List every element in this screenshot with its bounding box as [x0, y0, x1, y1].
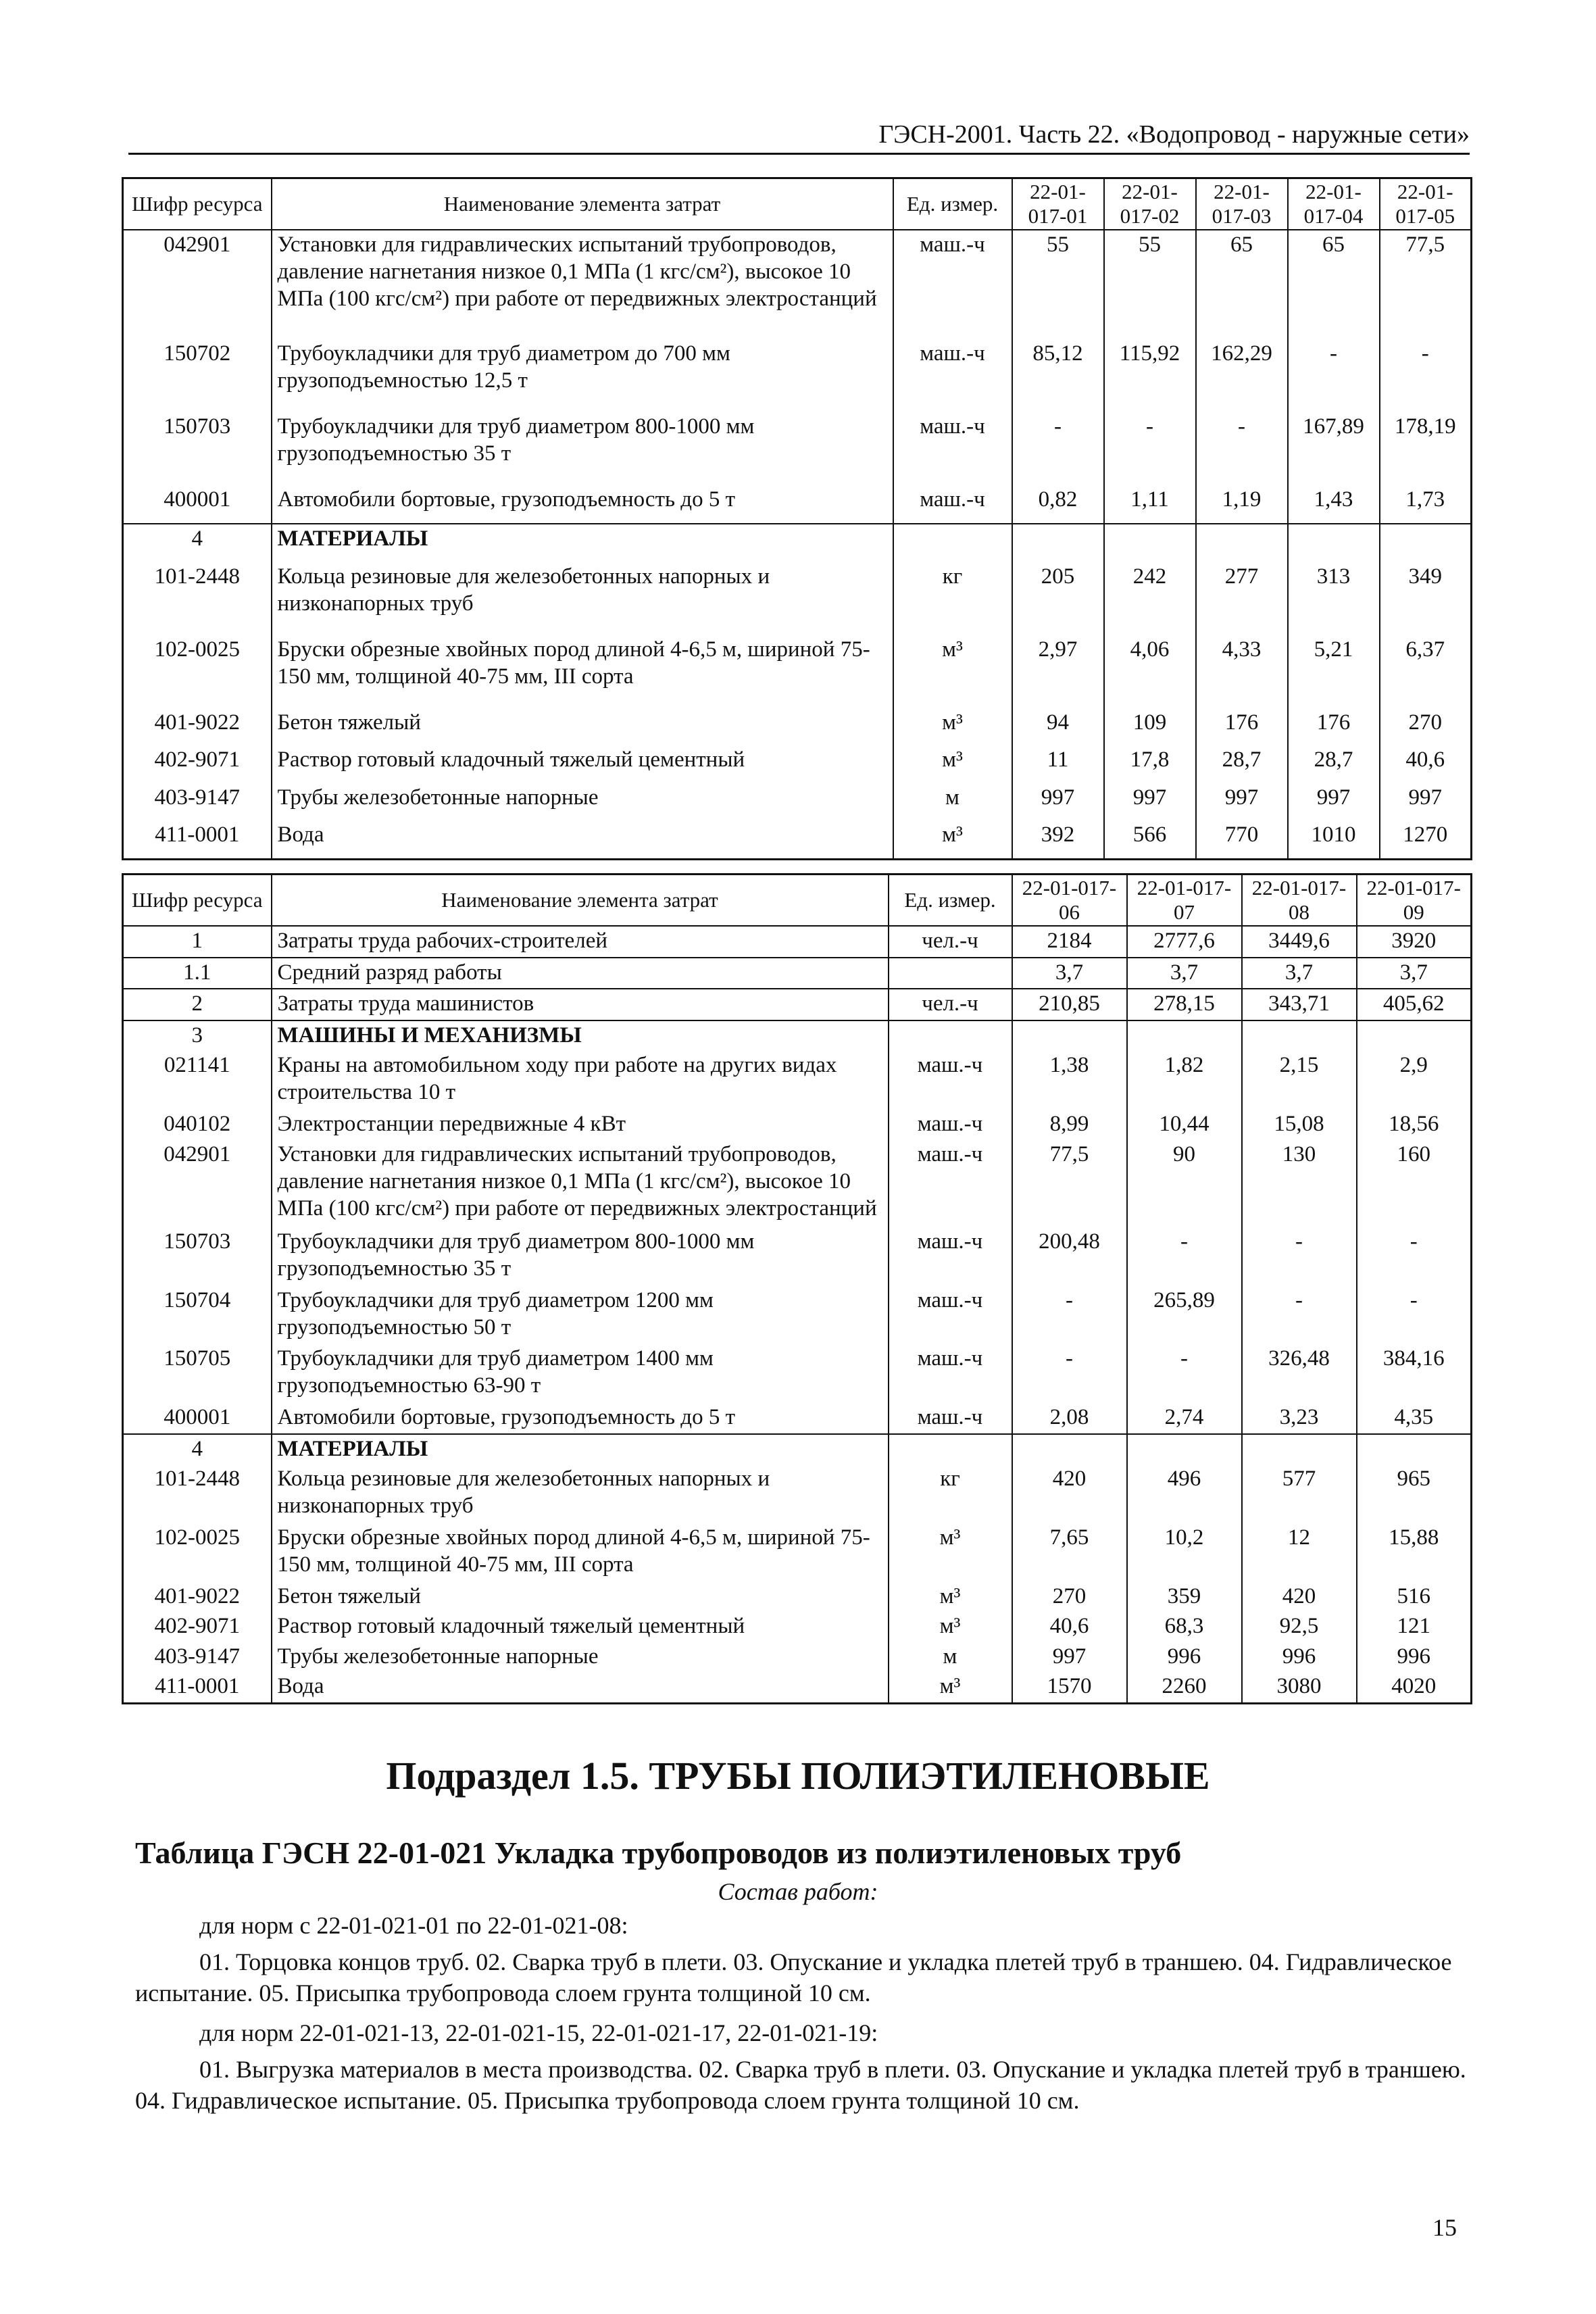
cost-element-name: Трубоукладчики для труб диаметром 800-1000 мм грузоподъемностью 35 т — [272, 1227, 889, 1286]
norm-value — [1127, 1434, 1242, 1465]
norm-value: 997 — [1196, 783, 1288, 820]
norm-value: 85,12 — [1012, 339, 1104, 412]
unit: маш.-ч — [889, 1227, 1012, 1286]
table-row — [123, 1051, 1472, 1110]
column-header: 22-01-017-03 — [1196, 178, 1288, 230]
resource-code: 403-9147 — [123, 1642, 272, 1672]
norm-value: 3,23 — [1242, 1403, 1357, 1434]
resource-code: 150703 — [123, 412, 272, 485]
norm-value: 326,48 — [1242, 1344, 1357, 1403]
norm-value: 7,65 — [1012, 1523, 1127, 1582]
cost-element-name: МАТЕРИАЛЫ — [272, 524, 893, 562]
cost-element-name: Трубоукладчики для труб диаметром 800-1000 мм грузоподъемностью 35 т — [272, 412, 893, 485]
norm-value: 2,08 — [1012, 1403, 1127, 1434]
norm-value: 176 — [1196, 708, 1288, 745]
norm-value: - — [1012, 1286, 1127, 1345]
table-row — [123, 339, 1472, 412]
resource-code: 402-9071 — [123, 745, 272, 783]
norms-2-label: для норм 22-01-021-13, 22-01-021-15, 22-01-021-17, 22-01-021-19: — [199, 2019, 878, 2046]
norm-value: 12 — [1242, 1523, 1357, 1582]
norm-value: 1,73 — [1380, 485, 1472, 524]
norm-value: 205 — [1012, 562, 1104, 635]
norm-value: 55 — [1012, 230, 1104, 339]
norm-value: 94 — [1012, 708, 1104, 745]
norm-value: 40,6 — [1012, 1612, 1127, 1642]
norm-value: 77,5 — [1012, 1140, 1127, 1227]
table-row — [123, 820, 1472, 859]
page-header: ГЭСН-2001. Часть 22. «Водопровод - наружные сети» — [128, 116, 1470, 155]
norm-value: 270 — [1012, 1582, 1127, 1612]
resource-code: 021141 — [123, 1051, 272, 1110]
resource-table-2 — [122, 873, 1472, 1704]
norm-value — [1127, 1020, 1242, 1052]
cost-element-name: Кольца резиновые для железобетонных напорных и низконапорных труб — [272, 562, 893, 635]
norm-value: 420 — [1242, 1582, 1357, 1612]
norm-value: 40,6 — [1380, 745, 1472, 783]
cost-element-name: МАТЕРИАЛЫ — [272, 1434, 889, 1465]
cost-element-name: Бруски обрезные хвойных пород длиной 4-6,5 м, шириной 75-150 мм, толщиной 40-75 мм, III сорта — [272, 635, 893, 708]
resource-code: 101-2448 — [123, 562, 272, 635]
norm-value: - — [1196, 412, 1288, 485]
column-header: 22-01-017-05 — [1380, 178, 1472, 230]
table-row — [123, 1020, 1472, 1052]
norm-value: - — [1242, 1227, 1357, 1286]
unit: маш.-ч — [893, 412, 1012, 485]
resource-code: 150705 — [123, 1344, 272, 1403]
norm-value: 65 — [1288, 230, 1380, 339]
table-row — [123, 485, 1472, 524]
norm-value: 109 — [1104, 708, 1196, 745]
norm-value: 28,7 — [1196, 745, 1288, 783]
column-header: 22-01-017-09 — [1357, 875, 1472, 927]
norm-value: 167,89 — [1288, 412, 1380, 485]
norm-value — [1288, 524, 1380, 562]
norm-value: 176 — [1288, 708, 1380, 745]
unit: маш.-ч — [893, 230, 1012, 339]
norm-value: 210,85 — [1012, 989, 1127, 1020]
cost-element-name: Электростанции передвижные 4 кВт — [272, 1110, 889, 1139]
cost-element-name: Трубоукладчики для труб диаметром 1400 мм грузоподъемностью 63-90 т — [272, 1344, 889, 1403]
unit: м — [893, 783, 1012, 820]
cost-element-name: Раствор готовый кладочный тяжелый цементный — [272, 745, 893, 783]
column-header: 22-01-017-01 — [1012, 178, 1104, 230]
unit: м — [889, 1642, 1012, 1672]
norm-value: 566 — [1104, 820, 1196, 859]
norm-value: 28,7 — [1288, 745, 1380, 783]
norm-value: - — [1012, 1344, 1127, 1403]
norm-value: 496 — [1127, 1464, 1242, 1523]
norm-value: 10,44 — [1127, 1110, 1242, 1139]
norm-value: 1270 — [1380, 820, 1472, 859]
norm-value — [1012, 1020, 1127, 1052]
page-number: 15 — [1432, 2214, 1457, 2241]
unit — [889, 1434, 1012, 1465]
norm-value: - — [1104, 412, 1196, 485]
norm-value: 359 — [1127, 1582, 1242, 1612]
norm-value: 4,33 — [1196, 635, 1288, 708]
table-row — [123, 1434, 1472, 1465]
table-header-row — [123, 178, 1472, 230]
norm-value: - — [1012, 412, 1104, 485]
unit: маш.-ч — [893, 485, 1012, 524]
resource-code: 102-0025 — [123, 635, 272, 708]
unit: кг — [893, 562, 1012, 635]
norm-value: 17,8 — [1104, 745, 1196, 783]
resource-code: 401-9022 — [123, 1582, 272, 1612]
norm-value: 2,15 — [1242, 1051, 1357, 1110]
norm-value: - — [1288, 339, 1380, 412]
column-header: Ед. измер. — [893, 178, 1012, 230]
norm-value: 2,74 — [1127, 1403, 1242, 1434]
cost-element-name: МАШИНЫ И МЕХАНИЗМЫ — [272, 1020, 889, 1052]
table-row — [123, 958, 1472, 989]
resource-code: 042901 — [123, 1140, 272, 1227]
norm-value: 770 — [1196, 820, 1288, 859]
unit: чел.-ч — [889, 926, 1012, 958]
norm-value: 1,19 — [1196, 485, 1288, 524]
norm-value: 65 — [1196, 230, 1288, 339]
column-header: Наименование элемента затрат — [272, 875, 889, 927]
cost-element-name: Затраты труда машинистов — [272, 989, 889, 1020]
norm-value: - — [1127, 1227, 1242, 1286]
norm-value: 90 — [1127, 1140, 1242, 1227]
resource-code: 400001 — [123, 1403, 272, 1434]
norm-value: 3920 — [1357, 926, 1472, 958]
table-row — [123, 708, 1472, 745]
composition-label: Состав работ: — [718, 1878, 878, 1905]
norm-value: 8,99 — [1012, 1110, 1127, 1139]
resource-code: 402-9071 — [123, 1612, 272, 1642]
unit — [889, 1020, 1012, 1052]
table-header-row — [123, 875, 1472, 927]
norm-value: 3080 — [1242, 1672, 1357, 1703]
norm-value: 1010 — [1288, 820, 1380, 859]
norm-value: 92,5 — [1242, 1612, 1357, 1642]
resource-code: 042901 — [123, 230, 272, 339]
norm-value: 2260 — [1127, 1672, 1242, 1703]
resource-code: 400001 — [123, 485, 272, 524]
unit: м³ — [893, 820, 1012, 859]
norm-value — [1380, 524, 1472, 562]
resource-table-1 — [122, 177, 1472, 860]
norm-value: - — [1380, 339, 1472, 412]
norm-value: 1,43 — [1288, 485, 1380, 524]
table-row — [123, 230, 1472, 339]
cost-element-name: Бруски обрезные хвойных пород длиной 4-6,5 м, шириной 75-150 мм, толщиной 40-75 мм, III сорта — [272, 1523, 889, 1582]
resource-code: 403-9147 — [123, 783, 272, 820]
norm-value: 516 — [1357, 1582, 1472, 1612]
table-row — [123, 1286, 1472, 1345]
cost-element-name: Средний разряд работы — [272, 958, 889, 989]
cost-element-name: Трубоукладчики для труб диаметром 1200 мм грузоподъемностью 50 т — [272, 1286, 889, 1345]
resource-code: 401-9022 — [123, 708, 272, 745]
norm-value: 15,88 — [1357, 1523, 1472, 1582]
norm-value: 115,92 — [1104, 339, 1196, 412]
table-row — [123, 1110, 1472, 1139]
table-row — [123, 1227, 1472, 1286]
norm-value: - — [1357, 1286, 1472, 1345]
unit: м³ — [889, 1672, 1012, 1703]
unit: маш.-ч — [889, 1344, 1012, 1403]
cost-element-name: Краны на автомобильном ходу при работе на других видах строительства 10 т — [272, 1051, 889, 1110]
norm-value: 2777,6 — [1127, 926, 1242, 958]
column-header: Шифр ресурса — [123, 178, 272, 230]
norm-value: 996 — [1127, 1642, 1242, 1672]
norm-value: 997 — [1288, 783, 1380, 820]
unit: м³ — [893, 708, 1012, 745]
table-body — [123, 230, 1472, 860]
column-header: 22-01-017-08 — [1242, 875, 1357, 927]
norm-value — [1196, 524, 1288, 562]
unit: м³ — [893, 635, 1012, 708]
unit: м³ — [889, 1612, 1012, 1642]
norm-value: 15,08 — [1242, 1110, 1357, 1139]
table-row — [123, 1582, 1472, 1612]
norm-value — [1357, 1020, 1472, 1052]
norm-value: 420 — [1012, 1464, 1127, 1523]
norm-value: 242 — [1104, 562, 1196, 635]
resource-code: 102-0025 — [123, 1523, 272, 1582]
resource-code: 4 — [123, 524, 272, 562]
table-row — [123, 412, 1472, 485]
norm-value: 1570 — [1012, 1672, 1127, 1703]
resource-code: 150702 — [123, 339, 272, 412]
norm-value: 1,38 — [1012, 1051, 1127, 1110]
cost-element-name: Трубоукладчики для труб диаметром до 700 мм грузоподъемностью 12,5 т — [272, 339, 893, 412]
norm-value: 577 — [1242, 1464, 1357, 1523]
table-row — [123, 989, 1472, 1020]
unit: кг — [889, 1464, 1012, 1523]
unit: маш.-ч — [889, 1110, 1012, 1139]
cost-element-name: Кольца резиновые для железобетонных напорных и низконапорных труб — [272, 1464, 889, 1523]
resource-code: 411-0001 — [123, 820, 272, 859]
unit: маш.-ч — [893, 339, 1012, 412]
table-row — [123, 562, 1472, 635]
resource-code: 040102 — [123, 1110, 272, 1139]
table-row — [123, 1523, 1472, 1582]
cost-element-name: Установки для гидравлических испытаний трубопроводов, давление нагнетания низкое 0,1 МПа (1 кгс/см²), высокое 10 МПа (100 кгс/см²) при работе от передвижных электростанций — [272, 1140, 889, 1227]
norm-value: 5,21 — [1288, 635, 1380, 708]
norm-value: 3449,6 — [1242, 926, 1357, 958]
norm-value: 178,19 — [1380, 412, 1472, 485]
norm-value: 0,82 — [1012, 485, 1104, 524]
norm-value: 162,29 — [1196, 339, 1288, 412]
table-row — [123, 1403, 1472, 1434]
resource-code: 3 — [123, 1020, 272, 1052]
table-row — [123, 1672, 1472, 1703]
cost-element-name: Автомобили бортовые, грузоподъемность до 5 т — [272, 1403, 889, 1434]
resource-code: 1 — [123, 926, 272, 958]
table-row — [123, 524, 1472, 562]
table-row — [123, 635, 1472, 708]
norm-value — [1242, 1434, 1357, 1465]
norm-value: 4,06 — [1104, 635, 1196, 708]
norm-value: 200,48 — [1012, 1227, 1127, 1286]
norm-value: 18,56 — [1357, 1110, 1472, 1139]
norm-value — [1357, 1434, 1472, 1465]
norm-value: 4,35 — [1357, 1403, 1472, 1434]
norm-value: 3,7 — [1242, 958, 1357, 989]
norm-value: 270 — [1380, 708, 1472, 745]
column-header: 22-01-017-07 — [1127, 875, 1242, 927]
column-header: 22-01-017-06 — [1012, 875, 1127, 927]
norm-value: 996 — [1357, 1642, 1472, 1672]
cost-element-name: Затраты труда рабочих-строителей — [272, 926, 889, 958]
norm-value: - — [1127, 1344, 1242, 1403]
unit: маш.-ч — [889, 1403, 1012, 1434]
norm-value: 997 — [1380, 783, 1472, 820]
unit: м³ — [893, 745, 1012, 783]
norm-value: 384,16 — [1357, 1344, 1472, 1403]
cost-element-name: Вода — [272, 1672, 889, 1703]
norm-value: 3,7 — [1357, 958, 1472, 989]
cost-element-name: Автомобили бортовые, грузоподъемность до 5 т — [272, 485, 893, 524]
column-header: Наименование элемента затрат — [272, 178, 893, 230]
norm-value: 1,82 — [1127, 1051, 1242, 1110]
table-row — [123, 783, 1472, 820]
norm-value: 10,2 — [1127, 1523, 1242, 1582]
column-header: 22-01-017-02 — [1104, 178, 1196, 230]
section-title: Подраздел 1.5. ТРУБЫ ПОЛИЭТИЛЕНОВЫЕ — [386, 1754, 1210, 1798]
unit: маш.-ч — [889, 1051, 1012, 1110]
norm-value: 3,7 — [1012, 958, 1127, 989]
unit: маш.-ч — [889, 1140, 1012, 1227]
norm-value: 160 — [1357, 1140, 1472, 1227]
norm-value: 11 — [1012, 745, 1104, 783]
column-header: Шифр ресурса — [123, 875, 272, 927]
norm-value: 121 — [1357, 1612, 1472, 1642]
norm-value: 77,5 — [1380, 230, 1472, 339]
norm-value: 2,9 — [1357, 1051, 1472, 1110]
cost-element-name: Бетон тяжелый — [272, 1582, 889, 1612]
unit — [893, 524, 1012, 562]
table-row — [123, 1344, 1472, 1403]
norm-value: - — [1242, 1286, 1357, 1345]
cost-element-name: Установки для гидравлических испытаний трубопроводов, давление нагнетания низкое 0,1 МПа (1 кгс/см²), высокое 10 МПа (100 кгс/см²) при работе от передвижных электростанций — [272, 230, 893, 339]
norm-value: 997 — [1012, 783, 1104, 820]
table-body — [123, 926, 1472, 1704]
norm-value: 1,11 — [1104, 485, 1196, 524]
cost-element-name: Раствор готовый кладочный тяжелый цементный — [272, 1612, 889, 1642]
table-row — [123, 1642, 1472, 1672]
column-header: 22-01-017-04 — [1288, 178, 1380, 230]
table-row — [123, 745, 1472, 783]
norm-value: 349 — [1380, 562, 1472, 635]
norms-1-text: 01. Торцовка концов труб. 02. Сварка труб в плети. 03. Опускание и укладка плетей труб в траншею. 04. Гидравлическое испытание. 05. Присыпка трубопровода слоем грунта толщиной 10 см. — [135, 1948, 1452, 2007]
norm-value: 68,3 — [1127, 1612, 1242, 1642]
norm-value: 265,89 — [1127, 1286, 1242, 1345]
norm-value: 965 — [1357, 1464, 1472, 1523]
norm-value: 6,37 — [1380, 635, 1472, 708]
norm-value: 2,97 — [1012, 635, 1104, 708]
norm-value: 277 — [1196, 562, 1288, 635]
table-row — [123, 1140, 1472, 1227]
resource-code: 150703 — [123, 1227, 272, 1286]
resource-code: 2 — [123, 989, 272, 1020]
norm-value: 313 — [1288, 562, 1380, 635]
norm-value: 3,7 — [1127, 958, 1242, 989]
resource-code: 101-2448 — [123, 1464, 272, 1523]
cost-element-name: Вода — [272, 820, 893, 859]
norm-value — [1104, 524, 1196, 562]
unit: чел.-ч — [889, 989, 1012, 1020]
resource-code: 411-0001 — [123, 1672, 272, 1703]
table-title: Таблица ГЭСН 22-01-021 Укладка трубопроводов из полиэтиленовых труб — [135, 1836, 1182, 1870]
norm-value — [1012, 524, 1104, 562]
table-row — [123, 1464, 1472, 1523]
norm-value: 996 — [1242, 1642, 1357, 1672]
unit: м³ — [889, 1523, 1012, 1582]
norm-value: 343,71 — [1242, 989, 1357, 1020]
norm-value: 405,62 — [1357, 989, 1472, 1020]
norm-value: 130 — [1242, 1140, 1357, 1227]
table-row — [123, 1612, 1472, 1642]
norm-value — [1012, 1434, 1127, 1465]
norm-value: 997 — [1012, 1642, 1127, 1672]
unit: маш.-ч — [889, 1286, 1012, 1345]
norm-value: 278,15 — [1127, 989, 1242, 1020]
norm-value: 392 — [1012, 820, 1104, 859]
table-row — [123, 926, 1472, 958]
norm-value: 4020 — [1357, 1672, 1472, 1703]
resource-code: 4 — [123, 1434, 272, 1465]
norm-value: 55 — [1104, 230, 1196, 339]
norms-1-label: для норм с 22-01-021-01 по 22-01-021-08: — [199, 1912, 628, 1939]
norm-value — [1242, 1020, 1357, 1052]
norm-value: 997 — [1104, 783, 1196, 820]
resource-code: 1.1 — [123, 958, 272, 989]
unit — [889, 958, 1012, 989]
cost-element-name: Бетон тяжелый — [272, 708, 893, 745]
resource-code: 150704 — [123, 1286, 272, 1345]
norm-value: 2184 — [1012, 926, 1127, 958]
column-header: Ед. измер. — [889, 875, 1012, 927]
unit: м³ — [889, 1582, 1012, 1612]
cost-element-name: Трубы железобетонные напорные — [272, 1642, 889, 1672]
cost-element-name: Трубы железобетонные напорные — [272, 783, 893, 820]
norms-2-text: 01. Выгрузка материалов в места производства. 02. Сварка труб в плети. 03. Опускание и укладка плетей труб в траншею. 04. Гидравлическое испытание. 05. Присыпка трубопровода слоем грунта толщиной 10 см. — [135, 2056, 1466, 2114]
norm-value: - — [1357, 1227, 1472, 1286]
